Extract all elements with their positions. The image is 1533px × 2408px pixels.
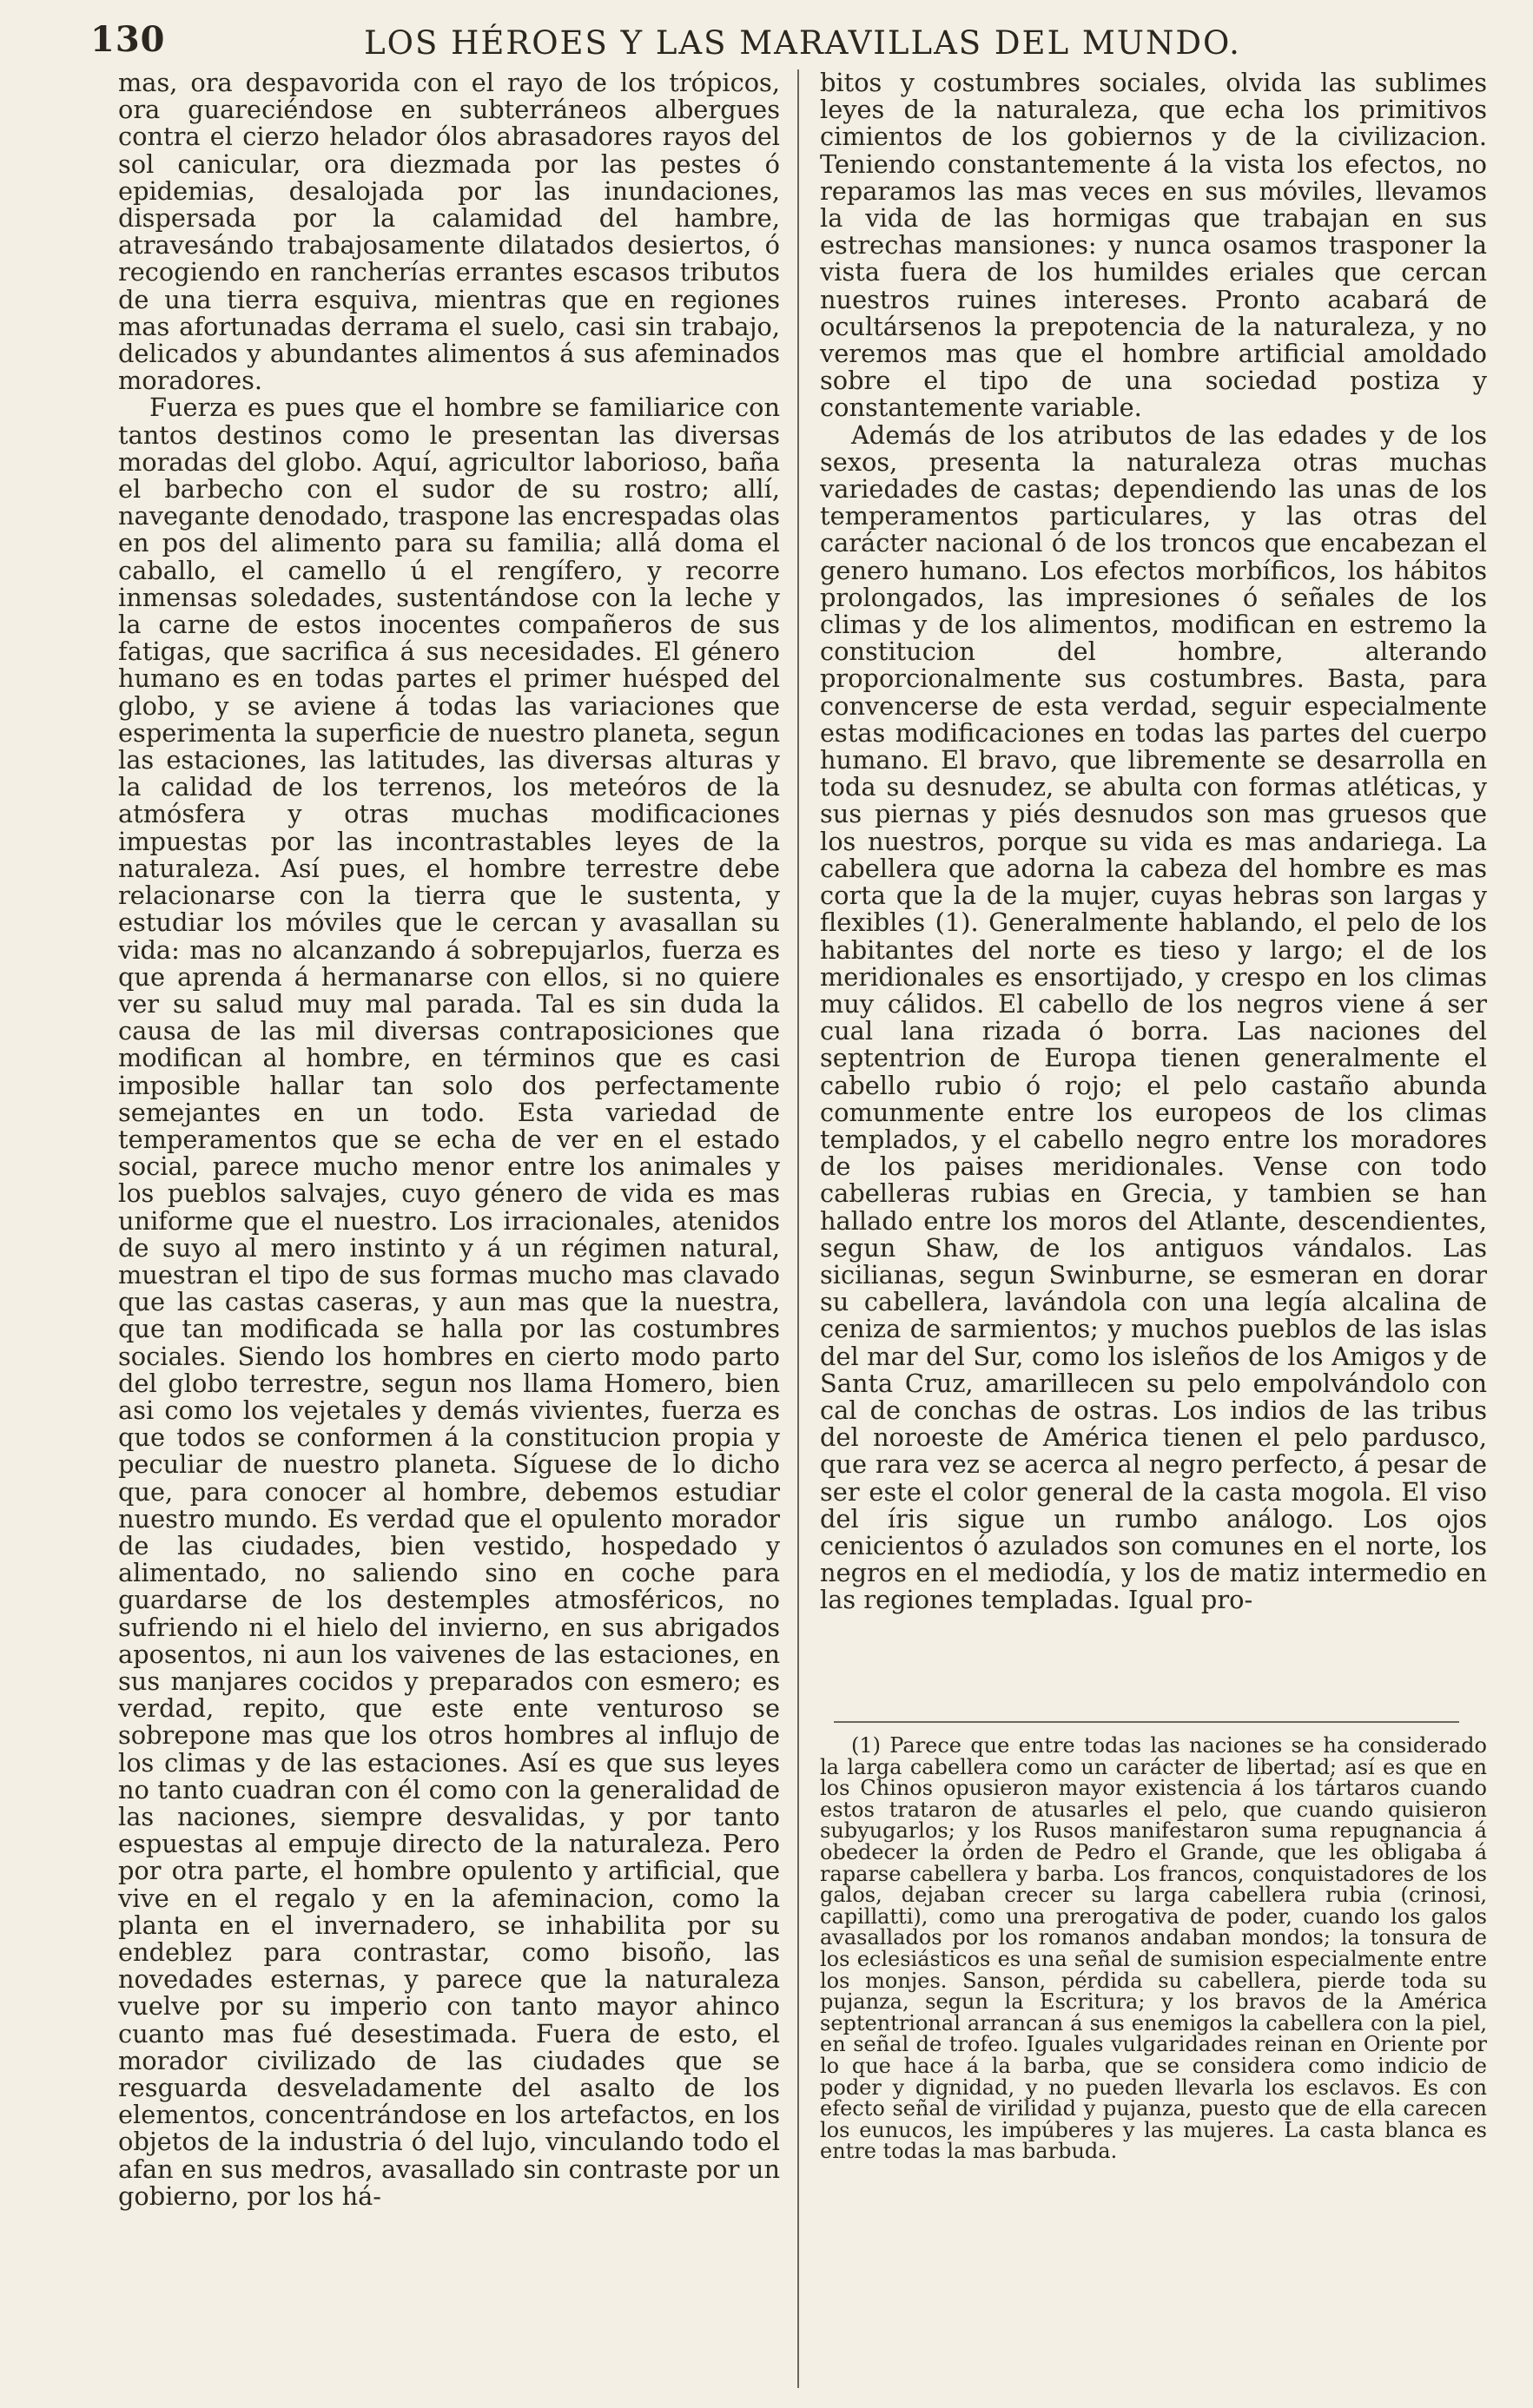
right-paragraph-2: Además de los atributos de las edades y de los sexos, presenta la naturaleza otras muchas variedades de castas; dependiendo las unas de los temperamentos particulares, y las otras del carácter nacional ó de los troncos que encabezan el genero humano. Los efectos morbíficos, los hábitos prolongados, las impresiones ó señales de los climas y de los alimentos, modifican en estremo la constitucion del hombre, alterando proporcionalmente sus costumbres. Basta, para convencerse de esta verdad, seguir especialmente estas modificaciones en todas las partes del cuerpo humano. El bravo, que libremente se desarrolla en toda su desnudez, se abulta con formas atléticas, y sus piernas y piés desnudos son mas gruesos que los nuestros, porque su vida es mas andariega. La cabellera que adorna la cabeza del hombre es mas corta que la de la mujer, cuyas hebras son largas y flexibles (1). Generalmente hablando, el pelo de los habitantes del norte es tieso y largo; el de los meridionales es ensortijado, y crespo en los climas muy cálidos. El cabello de los negros viene á ser cual lana rizada ó borra. Las naciones del septentrion de Europa tienen generalmente el cabello rubio ó rojo; el pelo castaño abunda comunmente entre los europeos de los climas templados, y el cabello negro entre los moradores de los paises meridionales. Vense con todo cabelleras rubias en Grecia, y tambien se han hallado entre los moros del Atlante, descendientes, segun Shaw, de los antiguos vándalos. Las sicilianas, segun Swinburne, se esmeran en dorar su cabellera, lavándola con una legía alcalina de ceniza de sarmientos; y muchos pueblos de las islas del mar del Sur, como los isleños de los Amigos y de Santa Cruz, amarillecen su pelo empolvándolo con cal de conchas de ostras. Los indios de las tribus del noroeste de América tienen el pelo pardusco, que rara vez se acerca al negro perfecto, á pesar de ser este el color general de la casta mogola. El viso del íris sigue un rumbo análogo. Los ojos cenicientos ó azulados son comunes en el norte, los negros en el mediodía, y los de matiz intermedio en las regiones templadas. Igual pro- — [820, 419, 1487, 1615]
right-paragraph-1: bitos y costumbres sociales, olvida las sublimes leyes de la naturaleza, que echa los primitivos cimientos de los gobiernos y de la civilizacion. Teniendo constantemente á la vista los efectos, no reparamos las mas veces en sus móviles, llevamos la vida de las hormigas que trabajan en sus estrechas mansiones: y nunca osamos trasponer la vista fuera de los humildes eriales que cercan nuestros ruines intereses. Pronto acabará de ocultársenos la prepotencia de la naturaleza, y no veremos mas que el hombre artificial amoldado sobre el tipo de una sociedad postiza y constantemente variable. — [820, 68, 1487, 423]
running-title: LOS HÉROES Y LAS MARAVILLAS DEL MUNDO. — [364, 24, 1241, 62]
page-header — [90, 19, 1515, 68]
footnote-text: (1) Parece que entre todas las naciones se ha considerado la larga cabellera como un carácter de libertad; así es que en los Chinos opusieron mayor existencia á los tártaros cuando estos trataron de atusarles el pelo, que cuando quisieron subyugarlos; y los Rusos manifestaron suma repugnancia á obedecer la órden de Pedro el Grande, que les obligaba á raparse cabellera y barba. Los francos, conquistadores de los galos, dejaban crecer su larga cabellera rubia (crinosi, capillatti), como una prerogativa de poder, cuando los galos avasallados por los romanos andaban mondos; la tonsura de los eclesiásticos es una señal de sumision especialmente entre los monjes. Sanson, pérdida su cabellera, pierde toda su pujanza, segun la Escritura; y los bravos de la América septentrional arrancan á sus enemigos la cabellera con la piel, en señal de trofeo. Iguales vulgaridades reinan en Oriente por lo que hace á la barba, que se considera como indicio de poder y dignidad, y no pueden llevarla los esclavos. Es con efecto señal de virilidad y pujanza, puesto que de ella carecen los eunucos, les impúberes y las mujeres. La casta blanca es entre todas la mas barbuda. — [820, 1733, 1487, 2164]
left-paragraph-2: Fuerza es pues que el hombre se familiarice con tantos destinos como le presentan las diversas moradas del globo. Aquí, agricultor laborioso, baña el barbecho con el sudor de su rostro; allí, navegante denodado, traspone las encrespadas olas en pos del alimento para su familia; allá doma el caballo, el camello ú el rengífero, y recorre inmensas soledades, sustentándose con la leche y la carne de estos inocentes compañeros de sus fatigas, que sacrifica á sus necesidades. El género humano es en todas partes el primer huésped del globo, y se aviene á todas las variaciones que esperimenta la superficie de nuestro planeta, segun las estaciones, las latitudes, las diversas alturas y la calidad de los terrenos, los meteóros de la atmósfera y otras muchas modificaciones impuestas por las incontrastables leyes de la naturaleza. Así pues, el hombre terrestre debe relacionarse con la tierra que le sustenta, y estudiar los móviles que le cercan y avasallan su vida: mas no alcanzando á sobrepujarlos, fuerza es que aprenda á hermanarse con ellos, si no quiere ver su salud muy mal parada. Tal es sin duda la causa de las mil diversas contraposiciones que modifican al hombre, en términos que es casi imposible hallar tan solo dos perfectamente semejantes en un todo. Esta variedad de temperamentos que se echa de ver en el estado social, parece mucho menor entre los animales y los pueblos salvajes, cuyo género de vida es mas uniforme que el nuestro. Los irracionales, atenidos de suyo al mero instinto y á un régimen natural, muestran el tipo de sus formas mucho mas clavado que las castas caseras, y aun mas que la nuestra, que tan modificada se halla por las costumbres sociales. Siendo los hombres en cierto modo parto del globo terrestre, segun nos llama Homero, bien asi como los vejetales y demás vivientes, fuerza es que todos se conformen á la constitucion propia y peculiar de nuestro planeta. Síguese de lo dicho que, para conocer al hombre, debemos estudiar nuestro mundo. Es verdad que el opulento morador de las ciudades, bien vestido, hospedado y alimentado, no saliendo sino en coche para guardarse de los destemples atmosféricos, no sufriendo ni el hielo del invierno, en sus abrigados aposentos, ni aun los vaivenes de las estaciones, en sus manjares cocidos y preparados con esmero; es verdad, repito, que este ente venturoso se sobrepone mas que los otros hombres al influjo de los climas y de las estaciones. Así es que sus leyes no tanto cuadran con él como con la generalidad de las naciones, siempre desvalidas, y por tanto espuestas al empuje directo de la naturaleza. Pero por otra parte, el hombre opulento y artificial, que vive en el regalo y en la afeminacion, como la planta en el invernadero, se inhabilita por su endeblez para contrastar, como bisoño, las novedades esternas, y parece que la naturaleza vuelve por su imperio con tanto mayor ahinco cuanto mas fué desestimada. Fuera de esto, el morador civilizado de las ciudades que se resguarda desveladamente del asalto de los elementos, concentrándose en los artefactos, en los objetos de la industria ó del lujo, vinculando todo el afan en sus medros, avasallado sin contraste por un gobierno, por los há- — [118, 393, 780, 2211]
left-paragraph-1: mas, ora despavorida con el rayo de los trópicos, ora guareciéndose en subterráneos albergues contra el cierzo helador ólos abrasadores rayos del sol canicular, ora diezmada por las pestes ó epidemias, desalojada por las inundaciones, dispersada por la calamidad del hambre, atravesándo trabajosamente dilatados desiertos, ó recogiendo en rancherías errantes escasos tributos de una tierra esquiva, mientras que en regiones mas afortunadas derrama el suelo, casi sin trabajo, delicados y abundantes alimentos á sus afeminados moradores. — [118, 68, 780, 396]
column-divider — [797, 69, 799, 2388]
page-number: 130 — [90, 19, 166, 60]
footnote — [820, 1735, 1487, 2162]
left-column — [118, 69, 780, 2210]
footnote-rule — [834, 1721, 1459, 1723]
right-column — [820, 69, 1487, 1614]
